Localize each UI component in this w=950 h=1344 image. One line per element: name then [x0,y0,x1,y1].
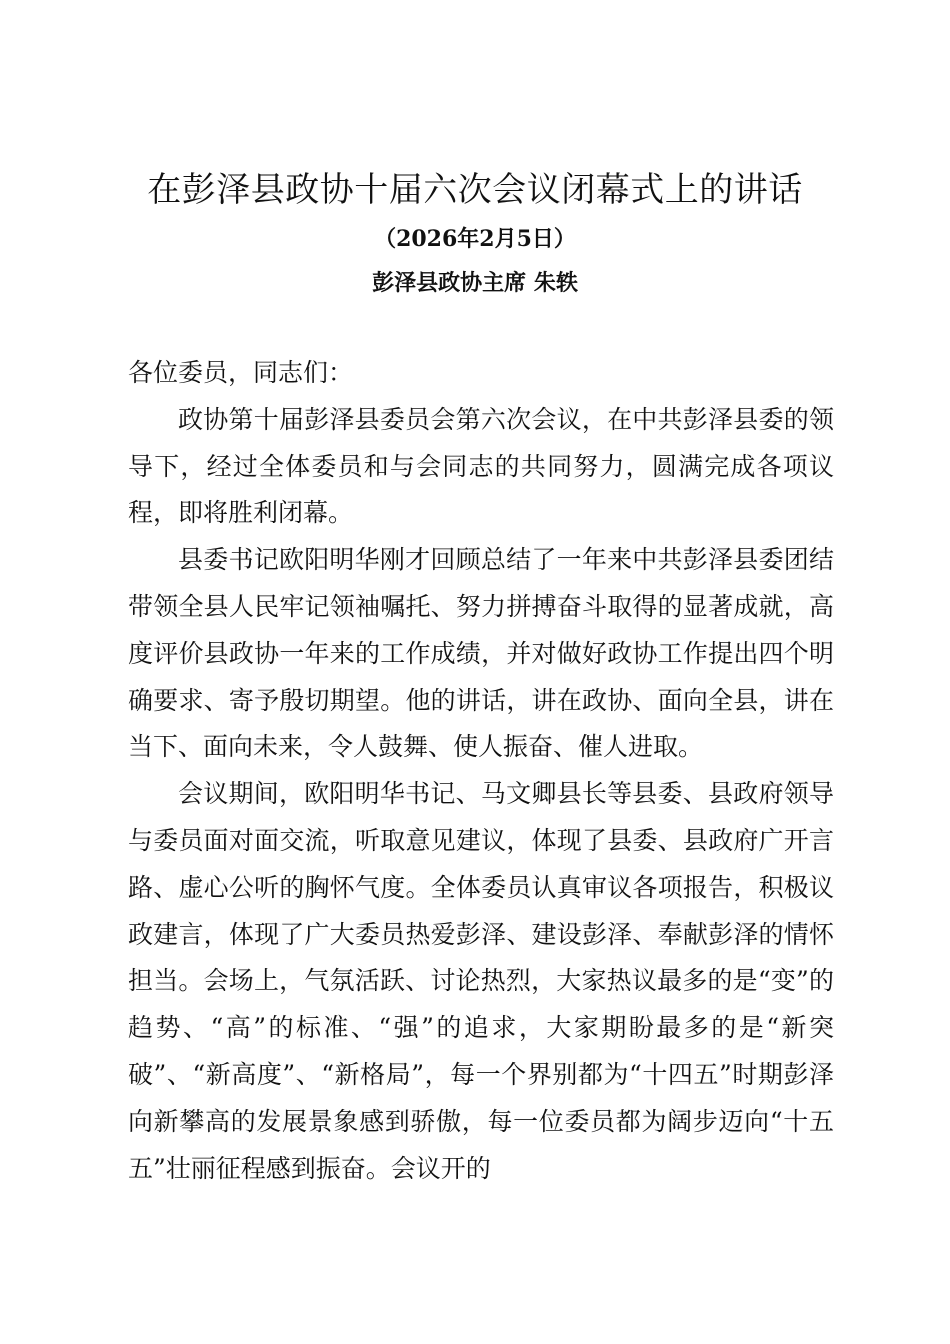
document-title: 在彭泽县政协十届六次会议闭幕式上的讲话 [147,170,803,210]
paragraph: 政协第十届彭泽县委员会第六次会议，在中共彭泽县委的领导下，经过全体委员和与会同志的共同努力，圆满完成各项议程，即将胜利闭幕。 [128,404,834,528]
paragraph: 会议期间，欧阳明华书记、马文卿县长等县委、县政府领导与委员面对面交流，听取意见建议，体现了县委、县政府广开言路、虚心公听的胸怀气度。全体委员认真审议各项报告，积极议政建言，体现了广大委员热爱彭泽、建设彭泽、奉献彭泽的情怀担当。会场上，气氛活跃、讨论热烈，大家热议最多的是“变”的趋势、“高”的标准、“强”的追求，大家期盼最多的是“新突破”、“新高度”、“新格局”，每一个界别都为“十四五”时期彭泽向新攀高的发展景象感到骄傲，每一位委员都为阔步迈向“十五五”壮丽征程感到振奋。会议开的 [128,779,834,1183]
salutation: 各位委员，同志们： [128,358,354,387]
speech-date: （2026年2月5日） [374,226,576,252]
speaker-byline: 彭泽县政协主席 朱轶 [372,270,578,296]
speech-body [128,350,834,1192]
paragraph: 县委书记欧阳明华刚才回顾总结了一年来中共彭泽县委团结带领全县人民牢记领袖嘱托、努力拼搏奋斗取得的显著成就，高度评价县政协一年来的工作成绩，并对做好政协工作提出四个明确要求、寄予殷切期望。他的讲话，讲在政协、面向全县，讲在当下、面向未来，令人鼓舞、使人振奋、催人进取。 [128,545,834,762]
